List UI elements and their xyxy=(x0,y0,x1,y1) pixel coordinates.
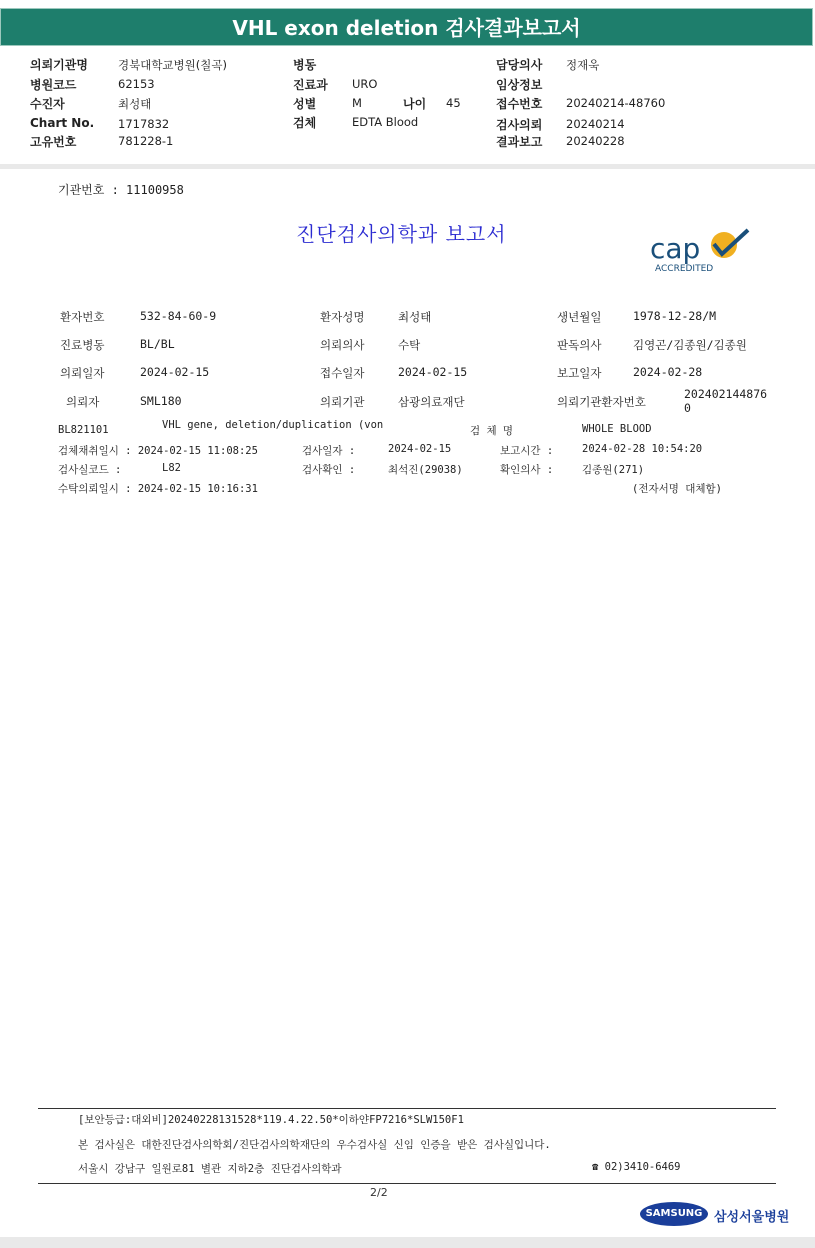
label-ward: 진료병동 xyxy=(60,338,105,352)
value-confirm-doctor: 김종원(271) xyxy=(582,464,645,476)
value-request-doctor: 수탁 xyxy=(398,338,421,352)
label-specimen-name: 검 체 명 xyxy=(470,425,514,437)
e-signature-note: (전자서명 대체함) xyxy=(632,483,722,495)
label-birth: 생년월일 xyxy=(557,310,602,324)
cap-accredited-logo xyxy=(648,228,752,274)
label-confirm-doctor: 확인의사 : xyxy=(500,464,554,476)
value-inst-patient-no: 202402144876 xyxy=(684,387,768,401)
label-test-date: 검사일자 : xyxy=(302,445,356,457)
value-specimen-name: WHOLE BLOOD xyxy=(582,423,652,435)
report-title-bar: VHL exon deletion 검사결과보고서 xyxy=(0,8,813,46)
label-patient-name: 환자성명 xyxy=(320,310,365,324)
value-patient: 최성태 xyxy=(118,97,152,111)
label-chart-no: Chart No. xyxy=(30,116,95,130)
label-department: 진료과 xyxy=(293,78,328,92)
label-request-date: 검사의뢰 xyxy=(496,118,543,132)
label-test-confirm: 검사확인 : xyxy=(302,464,356,476)
value-specimen: EDTA Blood xyxy=(352,115,419,129)
label-request-date-b: 의뢰일자 xyxy=(60,366,105,380)
label-hospital-code: 병원코드 xyxy=(30,78,77,92)
label-report-date: 결과보고 xyxy=(496,135,543,149)
certification-line: 본 검사실은 대한진단검사의학회/진단검사의학재단의 우수검사실 신임 인증을 받은 검사실입니다. xyxy=(78,1139,551,1151)
address-line: 서울시 강남구 일원로81 별관 지하2층 진단검사의학과 xyxy=(78,1163,342,1175)
label-patient: 수진자 xyxy=(30,97,65,111)
value-lab-code: L82 xyxy=(162,462,181,474)
value-report-date: 20240228 xyxy=(566,134,625,148)
value-age: 45 xyxy=(446,96,461,110)
label-report-date-b: 보고일자 xyxy=(557,366,602,380)
phone-number: ☎ 02)3410-6469 xyxy=(592,1161,681,1173)
value-request-date: 20240214 xyxy=(566,117,625,131)
label-doctor: 담당의사 xyxy=(496,58,543,72)
value-reading-doctor: 김영곤/김종원/김종원 xyxy=(633,338,747,352)
security-line: [보안등급:대외비]20240228131528*119.4.22.50*이하얀FP7216*SLW150F1 xyxy=(78,1114,464,1126)
footer-top-rule xyxy=(38,1108,776,1109)
label-age: 나이 xyxy=(403,97,427,111)
test-code: BL821101 xyxy=(58,424,109,436)
label-requester: 의뢰자 xyxy=(66,395,100,409)
value-test-confirm: 최석진(29038) xyxy=(388,464,463,476)
value-report-time: 2024-02-28 10:54:20 xyxy=(582,443,703,455)
label-lab-code: 검사실코드 : xyxy=(58,464,122,476)
footer-bottom-rule xyxy=(38,1183,776,1184)
value-patient-name: 최성태 xyxy=(398,310,432,324)
cap-logo-text: cap xyxy=(650,232,701,265)
value-sex: M xyxy=(352,96,362,110)
value-receipt-date: 2024-02-15 xyxy=(398,365,468,379)
value-test-date: 2024-02-15 xyxy=(388,443,452,455)
value-request-date-b: 2024-02-15 xyxy=(140,365,210,379)
label-clinical-info: 임상정보 xyxy=(496,78,543,92)
value-chart-no: 1717832 xyxy=(118,117,170,131)
value-receipt-no: 20240214-48760 xyxy=(566,96,666,110)
value-unique-no: 781228-1 xyxy=(118,134,174,148)
value-department: URO xyxy=(352,77,378,91)
label-receipt-no: 접수번호 xyxy=(496,97,543,111)
label-report-time: 보고시간 : xyxy=(500,445,554,457)
value-ward: BL/BL xyxy=(140,337,175,351)
value-institution: 경북대학교병원(칠곡) xyxy=(118,58,227,72)
test-name: VHL gene, deletion/duplication (von xyxy=(162,419,384,431)
value-birth: 1978-12-28/M xyxy=(633,309,717,323)
value-request-institution: 삼광의료재단 xyxy=(398,395,465,409)
value-patient-no: 532-84-60-9 xyxy=(140,309,217,323)
value-doctor: 정재욱 xyxy=(566,58,600,72)
value-inst-patient-no-cont: 0 xyxy=(684,401,691,415)
cap-logo-subtext: ACCREDITED xyxy=(655,264,714,274)
label-sex: 성별 xyxy=(293,97,317,111)
value-report-date-b: 2024-02-28 xyxy=(633,365,703,379)
value-hospital-code: 62153 xyxy=(118,77,155,91)
label-patient-no: 환자번호 xyxy=(60,310,105,324)
label-request-doctor: 의뢰의사 xyxy=(320,338,365,352)
page-number: 2/2 xyxy=(370,1186,388,1199)
institution-number: 기관번호 : 11100958 xyxy=(58,183,184,197)
samsung-logo xyxy=(640,1202,708,1226)
label-ward: 병동 xyxy=(293,58,317,72)
document-title: 진단검사의학과 보고서 xyxy=(296,222,507,246)
label-request-institution: 의뢰기관 xyxy=(320,395,365,409)
label-institution: 의뢰기관명 xyxy=(30,58,88,72)
label-unique-no: 고유번호 xyxy=(30,135,77,149)
label-receipt-date: 접수일자 xyxy=(320,366,365,380)
label-reading-doctor: 판독의사 xyxy=(557,338,602,352)
page-bottom-bar xyxy=(0,1237,815,1248)
label-specimen: 검체 xyxy=(293,116,317,130)
hospital-name: 삼성서울병원 xyxy=(714,1210,790,1225)
collection-datetime: 검체채취일시 : 2024-02-15 11:08:25 xyxy=(58,445,258,457)
value-requester: SML180 xyxy=(140,394,182,408)
label-inst-patient-no: 의뢰기관환자번호 xyxy=(557,395,646,409)
samsung-logo-text: SAMSUNG xyxy=(645,1208,703,1219)
header-divider xyxy=(0,164,815,169)
outsource-request-datetime: 수탁의뢰일시 : 2024-02-15 10:16:31 xyxy=(58,483,258,495)
